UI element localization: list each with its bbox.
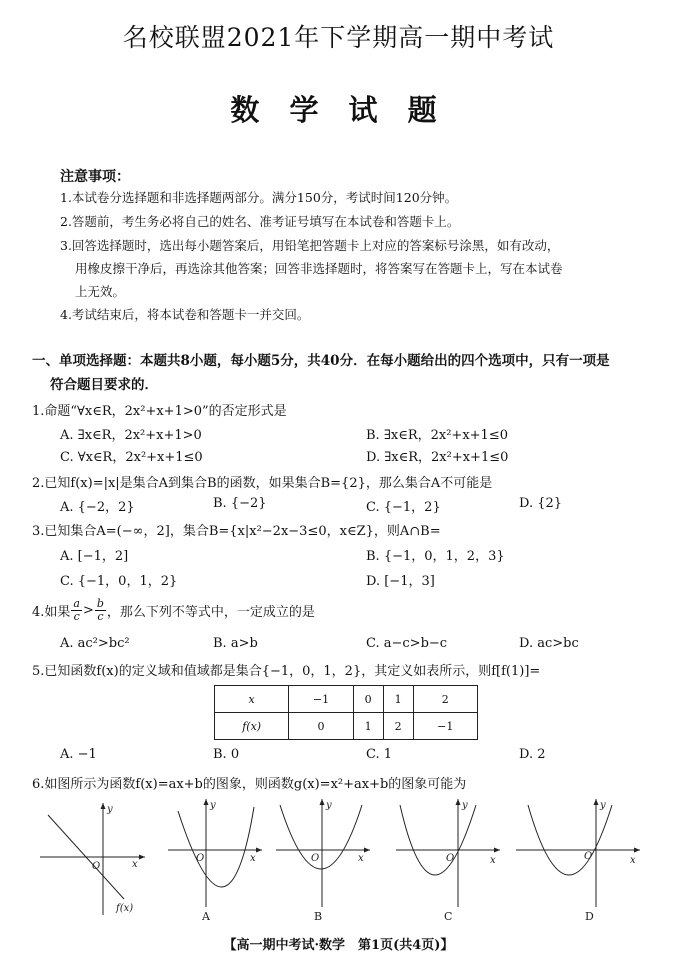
function-value-table: [214, 685, 478, 740]
x-axis-arrow-icon: [256, 848, 262, 853]
graph-label: B: [314, 910, 323, 923]
q2-option-a: A. {−2，2}: [60, 500, 135, 515]
q4-stem: [32, 598, 315, 623]
q3-stem: 3.已知集合A=(−∞，2]，集合B={x|x²−2x−3≤0，x∈Z}，则A∩B=: [32, 524, 441, 539]
table-cell: 2: [383, 713, 413, 740]
q4-option-d: D. ac>bc: [519, 636, 579, 651]
parabola: [178, 807, 254, 887]
q5-stem: 5.已知函数f(x)的定义域和值域都是集合{−1，0，1，2}，其定义如表所示，则f[f(1)]=: [32, 664, 541, 679]
y-axis-arrow-icon: [101, 803, 106, 809]
graph-option-c: [396, 799, 500, 923]
origin-label: O: [92, 861, 101, 872]
parabola: [528, 805, 612, 875]
graph-label: D: [585, 910, 594, 923]
x-axis-label: x: [250, 853, 256, 864]
y-axis-label: y: [210, 800, 216, 811]
q6-graphs: [0, 795, 677, 925]
x-axis-label: x: [490, 855, 496, 866]
numerator: b: [96, 597, 104, 610]
q1-option-d: D. ∃x∈R，2x²+x+1≤0: [366, 450, 509, 465]
parabola: [280, 805, 362, 869]
table-cell: 0: [353, 686, 383, 713]
note-item: 2.答题前，考生务必将自己的姓名、准考证号填写在本试卷和答题卡上。: [60, 214, 460, 229]
y-axis-label: y: [600, 800, 606, 811]
q2-option-c: C. {−1，2}: [366, 500, 441, 515]
graph-option-a: [168, 799, 262, 923]
page-footer: 【高一期中考试·数学 第1页(共4页)】: [223, 938, 454, 953]
table-cell: −1: [289, 686, 353, 713]
q3-option-b: B. {−1，0，1，2，3}: [366, 549, 505, 564]
subject-title: 数 学 试 题: [230, 93, 447, 127]
section-heading: 一、单项选择题：本题共8小题，每小题5分，共40分．在每小题给出的四个选项中，只有一项是: [32, 353, 610, 369]
q2-stem: 2.已知f(x)=|x|是集合A到集合B的函数，如果集合B={2}，那么集合A不可能是: [32, 476, 493, 491]
graph-label: C: [444, 910, 453, 923]
note-item: 4.考试结束后，将本试卷和答题卡一并交回。: [60, 307, 310, 322]
table-cell: 1: [353, 713, 383, 740]
y-axis-arrow-icon: [320, 799, 325, 805]
note-item: 1.本试卷分选择题和非选择题两部分。满分150分，考试时间120分钟。: [60, 190, 458, 205]
exam-title: 名校联盟2021年下学期高一期中考试: [122, 23, 555, 52]
q5-option-d: D. 2: [519, 747, 546, 762]
q1-option-b: B. ∃x∈R，2x²+x+1≤0: [366, 428, 508, 443]
x-axis-arrow-icon: [364, 848, 370, 853]
y-axis-arrow-icon: [204, 799, 209, 805]
q5-option-b: B. 0: [213, 747, 240, 762]
x-axis-arrow-icon: [494, 848, 500, 853]
q3-option-c: C. {−1，0，1，2}: [60, 574, 178, 589]
q1-option-c: C. ∀x∈R，2x²+x+1≤0: [60, 450, 203, 465]
x-axis-label: x: [358, 853, 364, 864]
q4-option-c: C. a−c>b−c: [366, 636, 448, 651]
note-item: 3.回答选择题时，选出每小题答案后，用铅笔把答题卡上对应的答案标号涂黑，如有改动，: [60, 238, 560, 253]
table-cell: 0: [289, 713, 353, 740]
q3-option-d: D. [−1，3]: [366, 574, 435, 589]
linear-function-graph: [40, 803, 145, 915]
parabola: [400, 805, 476, 875]
q3-option-a: A. [−1，2]: [60, 549, 129, 564]
note-item: 上无效。: [75, 284, 126, 299]
graph-label: A: [202, 910, 210, 923]
graph-option-d: [516, 799, 640, 923]
table-row: [215, 713, 478, 740]
q2-option-b: B. {−2}: [213, 496, 267, 511]
y-axis-label: y: [107, 804, 113, 815]
x-axis-arrow-icon: [139, 855, 145, 860]
y-axis-label: y: [462, 800, 468, 811]
denominator: c: [73, 610, 80, 623]
origin-label: O: [584, 851, 593, 862]
q6-stem: 6.如图所示为函数f(x)=ax+b的图象，则函数g(x)=x²+ax+b的图象可能为: [32, 777, 467, 792]
y-axis-arrow-icon: [456, 799, 461, 805]
graph-option-b: [276, 799, 370, 923]
section-heading-cont: 符合题目要求的．: [50, 377, 158, 393]
table-cell: 2: [413, 686, 477, 713]
y-axis-arrow-icon: [594, 799, 599, 805]
q4-option-b: B. a>b: [213, 636, 258, 651]
q5-option-a: A. −1: [60, 747, 97, 762]
denominator: c: [97, 610, 104, 623]
table-cell: f(x): [215, 713, 289, 740]
note-item: 用橡皮擦干净后，再选涂其他答案；回答非选择题时，将答案写在答题卡上，写在本试卷: [75, 261, 563, 276]
table-row: [215, 686, 478, 713]
x-axis-arrow-icon: [634, 848, 640, 853]
fraction-a-over-c: [71, 598, 82, 623]
x-axis-label: x: [132, 859, 138, 870]
x-axis-label: x: [630, 855, 636, 866]
function-label: f(x): [116, 903, 134, 914]
origin-label: O: [446, 853, 455, 864]
origin-label: O: [311, 853, 320, 864]
table-cell: −1: [413, 713, 477, 740]
table-cell: 1: [383, 686, 413, 713]
table-cell: x: [215, 686, 289, 713]
greater-than-sign: >: [82, 603, 94, 618]
q5-option-c: C. 1: [366, 747, 393, 762]
origin-label: O: [196, 853, 205, 864]
q4-option-a: A. ac²>bc²: [60, 636, 130, 651]
q1-stem: 1.命题“∀x∈R，2x²+x+1>0”的否定形式是: [32, 404, 287, 419]
numerator: a: [73, 597, 80, 610]
q2-option-d: D. {2}: [519, 496, 563, 511]
notes-heading: 注意事项：: [60, 169, 130, 185]
q4-prefix: 4.如果: [32, 605, 71, 620]
y-axis-label: y: [326, 800, 332, 811]
q4-suffix: ，那么下列不等式中，一定成立的是: [106, 605, 315, 620]
fraction-b-over-c: [95, 598, 106, 623]
q1-option-a: A. ∃x∈R，2x²+x+1>0: [60, 428, 202, 443]
